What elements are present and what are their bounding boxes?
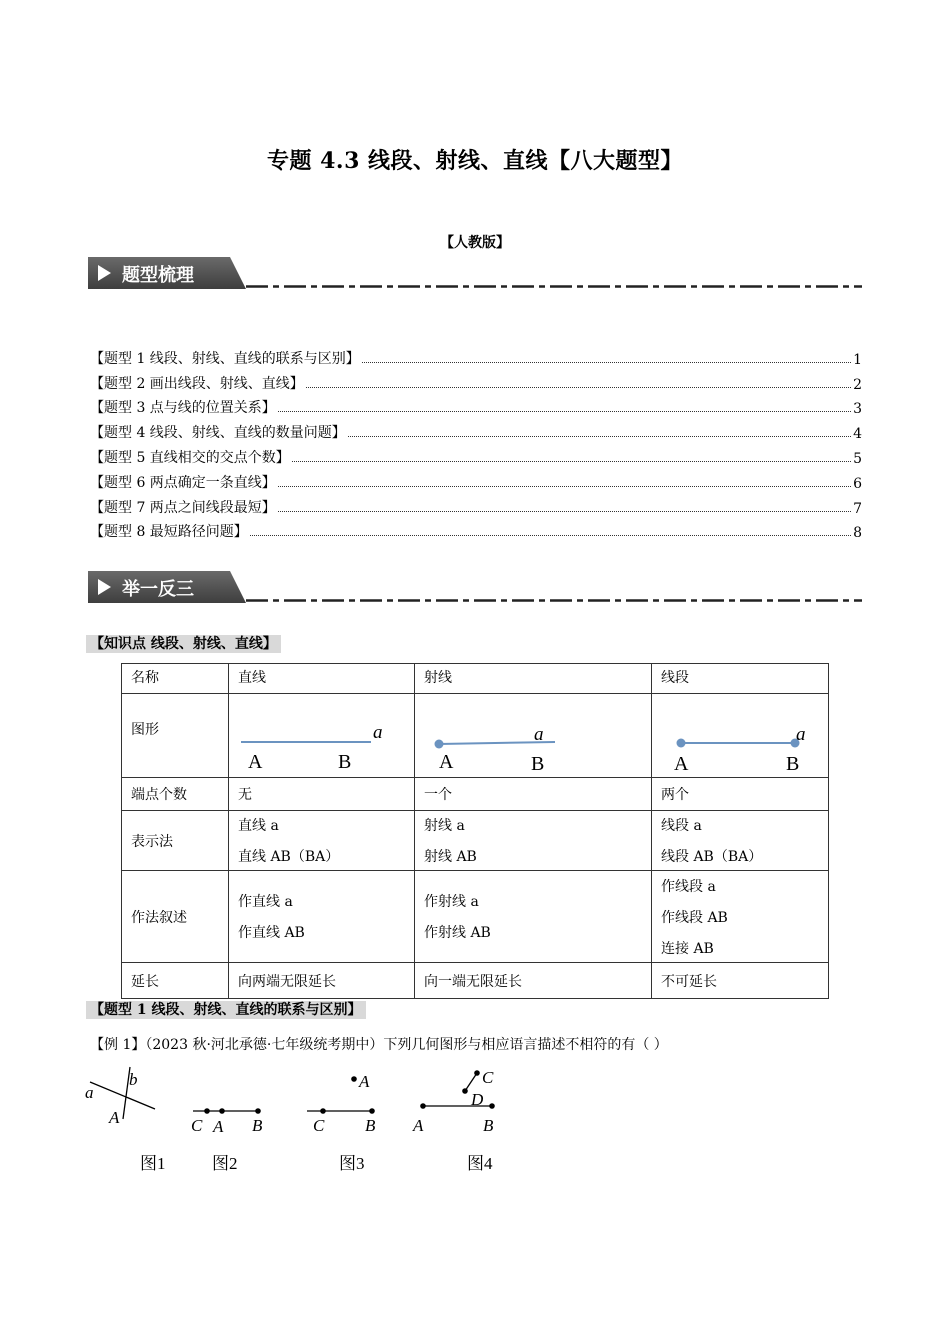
figure-label-A: A (439, 751, 454, 773)
segment-figure (652, 694, 828, 773)
svg-text:A: A (109, 1108, 120, 1127)
figure-label-a: a (534, 724, 544, 745)
figure-3 (307, 1072, 376, 1135)
table-cell: 射线 a 射线 AB (415, 811, 652, 871)
table-header-cell: 线段 (652, 664, 829, 694)
table-row (122, 694, 829, 778)
svg-text:B: B (483, 1116, 494, 1135)
table-cell: 延长 (122, 963, 229, 999)
svg-text:C: C (191, 1116, 203, 1135)
toc-item[interactable]: 【题型 6 两点确定一条直线】 6 (90, 474, 862, 492)
figure-4 (412, 1068, 495, 1135)
svg-text:C: C (482, 1068, 494, 1087)
table-of-contents (90, 343, 862, 541)
figure-2 (191, 1108, 263, 1136)
figure-1 (85, 1067, 155, 1127)
table-cell: 作线段 a 作线段 AB 连接 AB (652, 871, 829, 963)
page-title: 专题 4.3 线段、射线、直线【八大题型】 (266, 148, 684, 174)
knowledge-table (121, 663, 829, 999)
svg-text:A: A (359, 1072, 370, 1091)
toc-item[interactable]: 【题型 7 两点之间线段最短】 7 (90, 499, 862, 517)
ray-figure-cell (415, 694, 652, 778)
endpoint-dot (677, 739, 686, 748)
figure-label-a: a (796, 724, 806, 745)
figure-2-caption: 图2 (212, 1154, 238, 1173)
endpoint-dot (435, 740, 444, 749)
table-header-cell: 名称 (122, 664, 229, 694)
table-cell: 直线 a 直线 AB（BA） (229, 811, 415, 871)
table-row (122, 811, 829, 871)
toc-item[interactable]: 【题型 5 直线相交的交点个数】 5 (90, 449, 862, 467)
toc-item[interactable]: 【题型 4 线段、射线、直线的数量问题】 4 (90, 425, 862, 443)
svg-text:C: C (313, 1116, 325, 1135)
banner-label: 举一反三 (122, 579, 194, 600)
line-figure-cell (229, 694, 415, 778)
segment-figure-cell (652, 694, 829, 778)
banner-label: 题型梳理 (122, 265, 194, 286)
type1-heading: 【题型 1 线段、射线、直线的联系与区别】 (86, 1001, 366, 1019)
dash-dot-divider (246, 599, 862, 602)
figure-1-caption: 图1 (140, 1154, 166, 1173)
table-header-cell: 射线 (415, 664, 652, 694)
figure-label-A: A (674, 753, 689, 773)
toc-item[interactable]: 【题型 8 最短路径问题】 8 (90, 524, 862, 542)
knowledge-heading: 【知识点 线段、射线、直线】 (86, 635, 281, 653)
toc-item[interactable]: 【题型 2 画出线段、射线、直线】 2 (90, 375, 862, 393)
table-row (122, 778, 829, 811)
table-cell: 两个 (652, 778, 829, 811)
table-cell: 向一端无限延长 (415, 963, 652, 999)
svg-text:A: A (213, 1117, 224, 1136)
figure-label-B: B (786, 753, 800, 773)
table-cell: 作法叙述 (122, 871, 229, 963)
dash-dot-divider (246, 285, 862, 288)
table-cell: 线段 a 线段 AB（BA） (652, 811, 829, 871)
table-cell: 无 (229, 778, 415, 811)
table-cell: 表示法 (122, 811, 229, 871)
svg-text:B: B (365, 1116, 376, 1135)
play-arrow-icon (98, 579, 111, 595)
table-cell: 作射线 a 作射线 AB (415, 871, 652, 963)
toc-item[interactable]: 【题型 1 线段、射线、直线的联系与区别】 1 (90, 350, 862, 368)
table-row (122, 664, 829, 694)
figure-label-A: A (248, 751, 263, 773)
svg-text:B: B (252, 1116, 263, 1135)
section-banner-practice (88, 571, 246, 603)
example-figures (80, 1065, 520, 1180)
svg-text:D: D (471, 1090, 484, 1109)
figure-label-B: B (338, 751, 352, 773)
table-cell: 端点个数 (122, 778, 229, 811)
figure-label-B: B (531, 753, 545, 773)
table-cell: 一个 (415, 778, 652, 811)
figure-3-caption: 图3 (339, 1154, 365, 1173)
table-cell: 作直线 a 作直线 AB (229, 871, 415, 963)
table-cell: 向两端无限延长 (229, 963, 415, 999)
figure-4-caption: 图4 (467, 1154, 493, 1173)
table-cell: 图形 (122, 694, 229, 778)
example-label: 【例 1】 (90, 1037, 146, 1053)
table-row (122, 871, 829, 963)
table-header-cell: 直线 (229, 664, 415, 694)
edition-label: 【人教版】 (440, 235, 510, 251)
svg-text:b: b (129, 1070, 138, 1089)
toc-item[interactable]: 【题型 3 点与线的位置关系】 3 (90, 400, 862, 418)
section-banner-question-types (88, 257, 246, 289)
table-row (122, 963, 829, 999)
example-1 (90, 1034, 668, 1054)
table-cell: 不可延长 (652, 963, 829, 999)
svg-text:A: A (413, 1116, 424, 1135)
example-text: （2023 秋·河北承德·七年级统考期中）下列几何图形与相应语言描述不相符的有（ ） (145, 1037, 668, 1053)
figure-label-a: a (373, 722, 383, 743)
line-figure (229, 694, 414, 773)
svg-text:a: a (85, 1083, 94, 1102)
ray-figure (415, 694, 651, 773)
play-arrow-icon (98, 265, 111, 281)
